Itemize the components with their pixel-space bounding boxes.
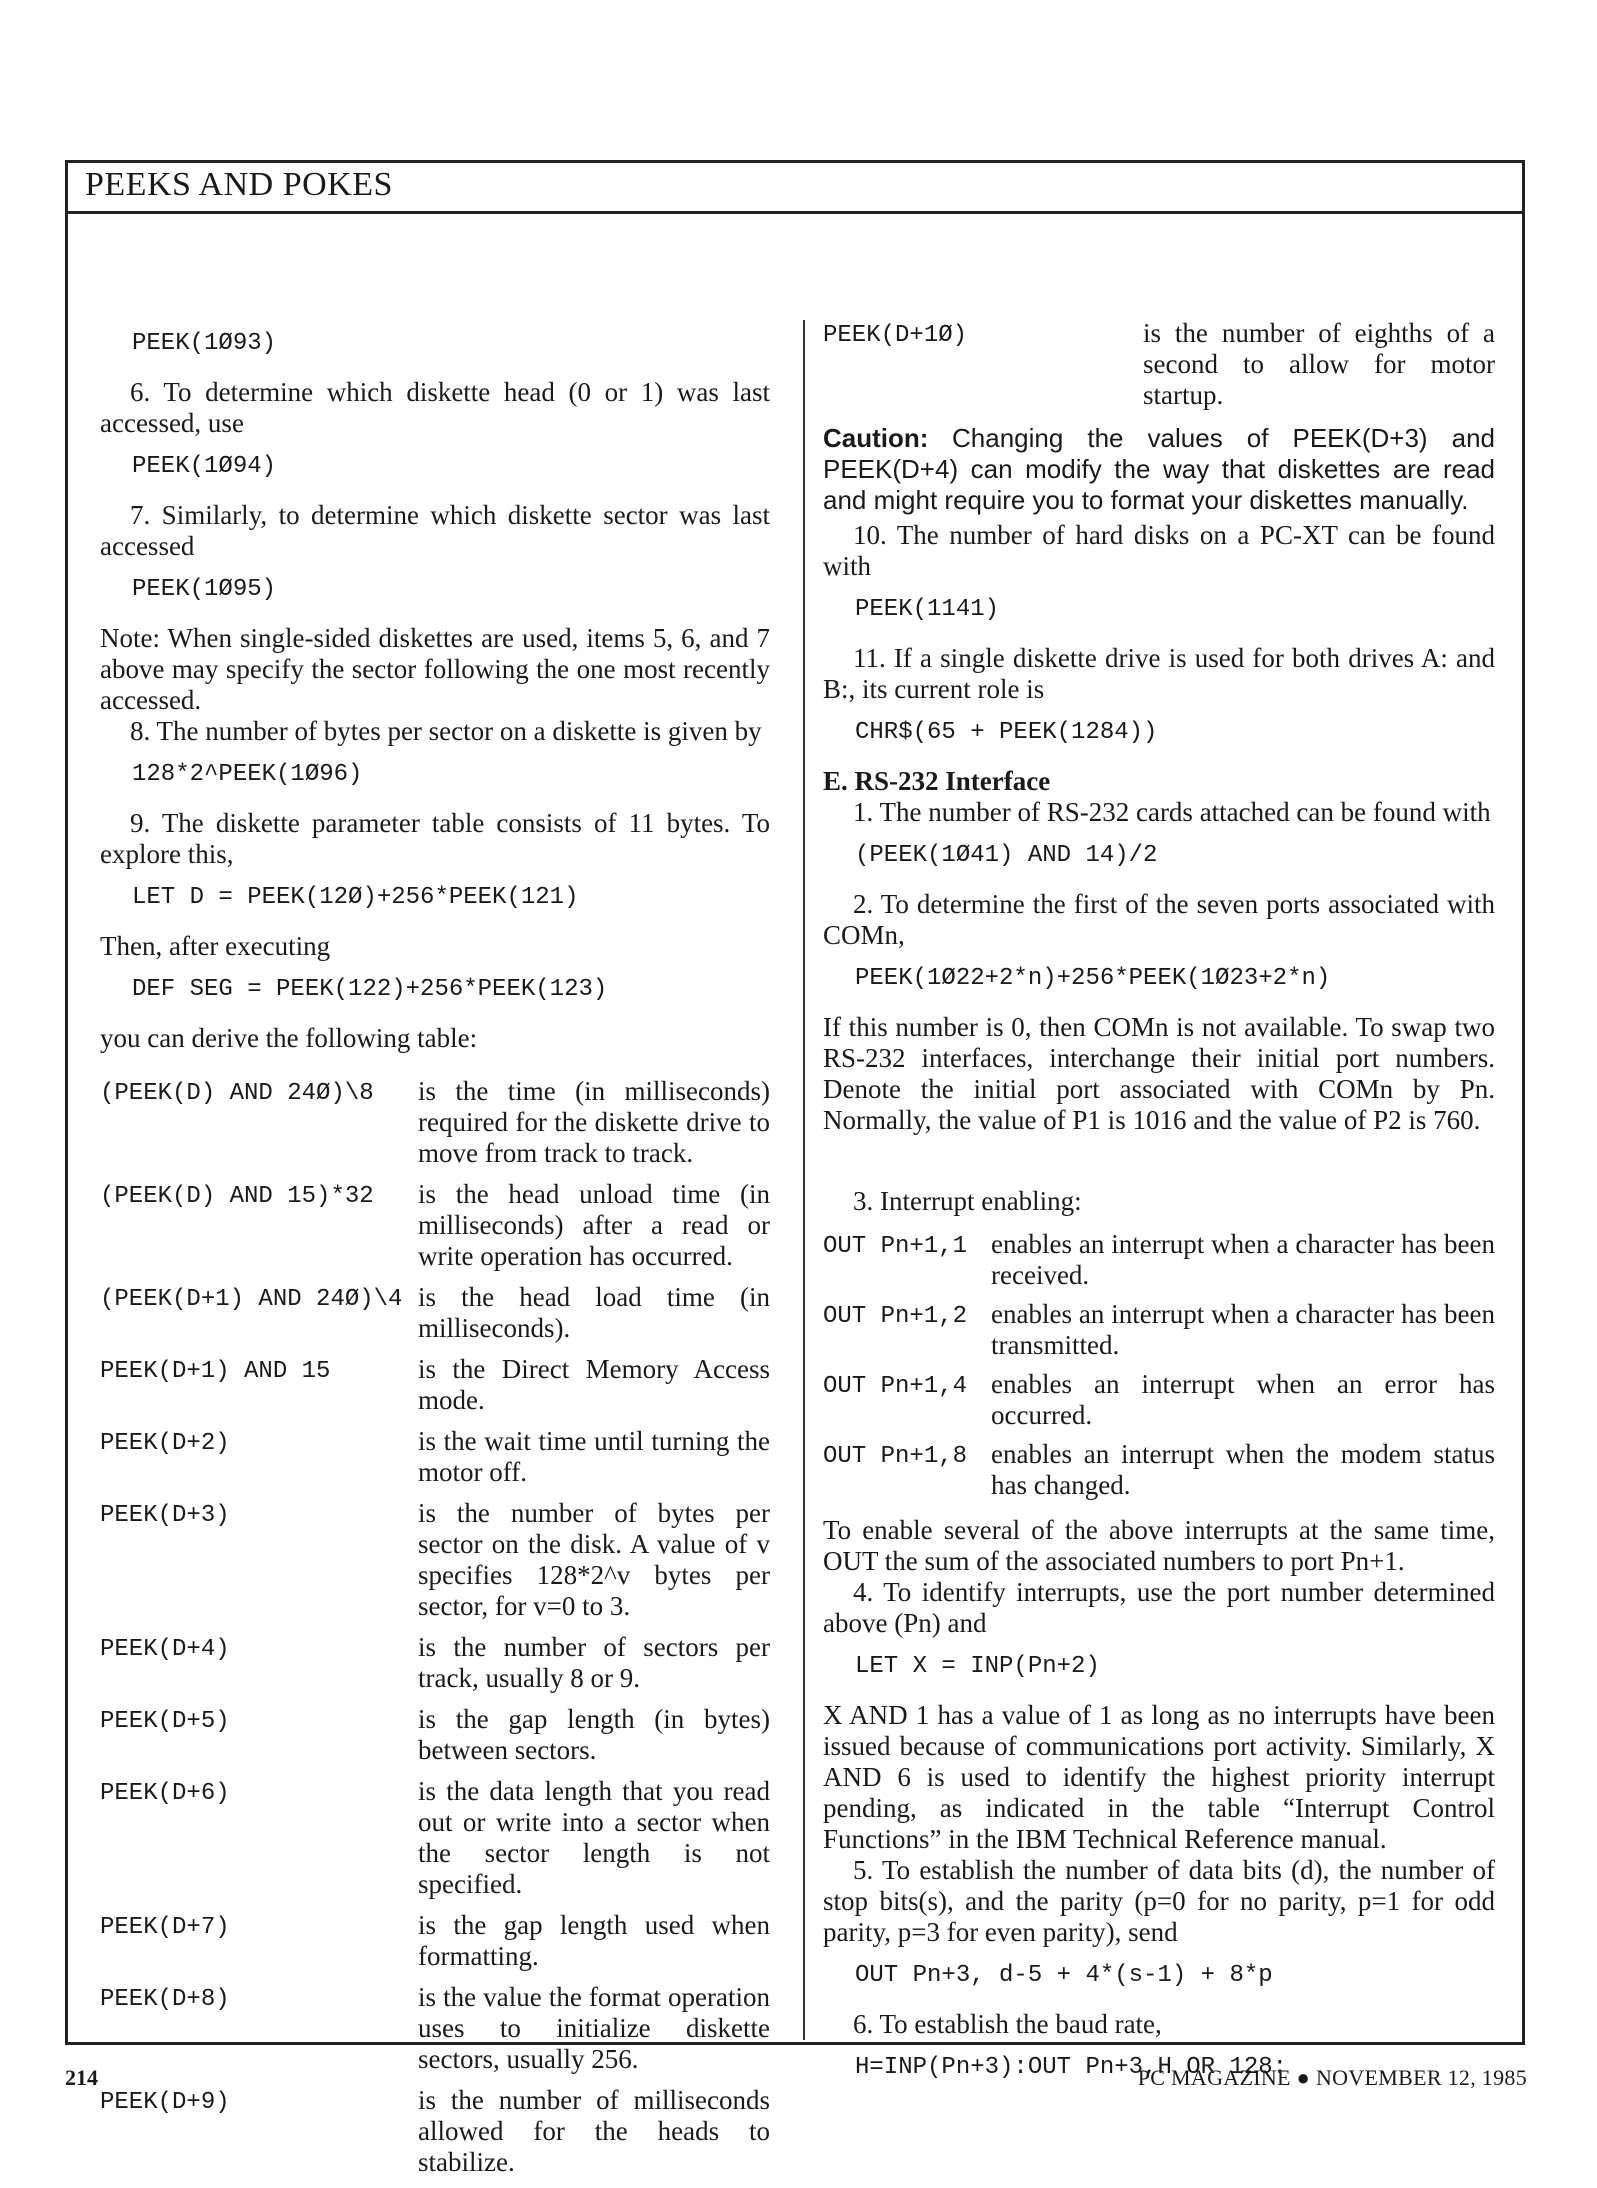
table-key: PEEK(D+4) [100, 1636, 230, 1663]
table-value: is the head load time (in milliseconds). [418, 1282, 770, 1343]
table-key: (PEEK(D+1) AND 24Ø)\4 [100, 1286, 403, 1313]
table-key: PEEK(D+1Ø) [823, 322, 968, 349]
caution-note [823, 423, 1495, 516]
note-paragraph: Note: When single-sided diskettes are used, items 5, 6, and 7 above may specify the sector following the one most recently accessed. [100, 623, 770, 715]
table-key: OUT Pn+1,1 [823, 1233, 968, 1260]
table-row [100, 1910, 770, 1972]
table-value: enables an interrupt when an error has occurred. [991, 1369, 1495, 1430]
table-value: is the gap length (in bytes) between sectors. [418, 1704, 770, 1765]
table-key: PEEK(D+9) [100, 2089, 230, 2116]
paragraph: To enable several of the above interrupts at the same time, OUT the sum of the associated numbers to port Pn+1. [823, 1515, 1495, 1576]
table-key: PEEK(D+3) [100, 1502, 230, 1529]
paragraph: 2. To determine the first of the seven ports associated with COMn, [823, 889, 1495, 950]
section-heading: E. RS-232 Interface [823, 766, 1051, 796]
paragraph: 5. To establish the number of data bits (d), the number of stop bits(s), and the parity (p=0 for no parity, p=1 for odd parity, p=3 for even parity), send [823, 1855, 1495, 1947]
table-row [100, 1076, 770, 1169]
table-row [823, 1229, 1495, 1291]
paragraph: 9. The diskette parameter table consists of 11 bytes. To explore this, [100, 808, 770, 869]
table-row [823, 1439, 1495, 1501]
code-line: 128*2^PEEK(1Ø96) [132, 761, 363, 788]
paragraph: If this number is 0, then COMn is not available. To swap two RS-232 interfaces, interchange their initial port numbers. Denote the initial port associated with COMn by Pn. Normally, the value of P1 is 1016 and the value of P2 is 760. [823, 1012, 1495, 1135]
table-row [823, 318, 1495, 411]
table-key: (PEEK(D) AND 15)*32 [100, 1183, 374, 1210]
right-column [823, 318, 1495, 2101]
table-row [100, 1776, 770, 1900]
table-value: is the head unload time (in milliseconds) after a read or write operation has occurred. [418, 1179, 770, 1271]
table-row [100, 1498, 770, 1622]
paragraph: 8. The number of bytes per sector on a diskette is given by [130, 716, 762, 746]
table-value: is the Direct Memory Access mode. [418, 1354, 770, 1415]
table-row [100, 1282, 770, 1344]
code-line: PEEK(1141) [855, 596, 1000, 623]
table-row [100, 1179, 770, 1272]
interrupt-table [823, 1229, 1495, 1501]
paragraph: 4. To identify interrupts, use the port number determined above (Pn) and [823, 1577, 1495, 1638]
table-key: (PEEK(D) AND 24Ø)\8 [100, 1080, 374, 1107]
paragraph: 6. To determine which diskette head (0 or 1) was last accessed, use [100, 377, 770, 438]
paragraph: 7. Similarly, to determine which diskette sector was last accessed [100, 500, 770, 561]
paragraph: you can derive the following table: [100, 1023, 478, 1053]
table-key: OUT Pn+1,8 [823, 1443, 968, 1470]
code-line: PEEK(1Ø22+2*n)+256*PEEK(1Ø23+2*n) [855, 965, 1331, 992]
table-key: PEEK(D+5) [100, 1708, 230, 1735]
table-value: enables an interrupt when the modem status has changed. [991, 1439, 1495, 1500]
page-number: 214 [65, 2065, 98, 2090]
table-key: OUT Pn+1,2 [823, 1303, 968, 1330]
code-line: OUT Pn+3, d-5 + 4*(s-1) + 8*p [855, 1962, 1273, 1989]
paragraph: Then, after executing [100, 931, 331, 961]
code-line: PEEK(1Ø95) [132, 576, 277, 603]
paragraph: 11. If a single diskette drive is used for both drives A: and B:, its current role is [823, 643, 1495, 704]
section-title: PEEKS AND POKES [85, 166, 393, 203]
table-key: PEEK(D+1) AND 15 [100, 1358, 331, 1385]
table-row [823, 1299, 1495, 1361]
column-divider [803, 320, 805, 2040]
table-row [100, 1632, 770, 1694]
caution-text: Changing the values of PEEK(D+3) and PEEK(D+4) can modify the way that diskettes are read and might require you to format your diskettes manually. [823, 423, 1495, 515]
code-line: PEEK(1Ø93) [132, 330, 277, 357]
table-value: is the data length that you read out or write into a sector when the sector length is not specified. [418, 1776, 770, 1899]
table-value: is the gap length used when formatting. [418, 1910, 770, 1971]
table-row [100, 1426, 770, 1488]
publication-line: PC MAGAZINE ● NOVEMBER 12, 1985 [1137, 2065, 1527, 2090]
code-line: LET D = PEEK(12Ø)+256*PEEK(121) [132, 884, 579, 911]
table-value: is the time (in milliseconds) required for the diskette drive to move from track to track. [418, 1076, 770, 1168]
table-key: PEEK(D+7) [100, 1914, 230, 1941]
table-value: is the number of bytes per sector on the disk. A value of v specifies 128*2^v bytes per sector, for v=0 to 3. [418, 1498, 770, 1621]
table-value: enables an interrupt when a character has been transmitted. [991, 1299, 1495, 1360]
diskette-parameter-table [100, 1076, 770, 2178]
paragraph: 6. To establish the baud rate, [853, 2009, 1162, 2039]
table-row [823, 1369, 1495, 1431]
code-line: H=INP(Pn+3):OUT Pn+3,H OR 128: [855, 2054, 1288, 2081]
code-line: LET X = INP(Pn+2) [855, 1653, 1100, 1680]
table-row [100, 1982, 770, 2075]
table-value: is the value the format operation uses to initialize diskette sectors, usually 256. [418, 1982, 770, 2074]
paragraph: 3. Interrupt enabling: [853, 1186, 1082, 1216]
paragraph: 1. The number of RS-232 cards attached can be found with [853, 797, 1491, 827]
code-line: PEEK(1Ø94) [132, 453, 277, 480]
paragraph: 10. The number of hard disks on a PC-XT can be found with [823, 520, 1495, 581]
table-row [100, 1354, 770, 1416]
caution-label: Caution: [823, 423, 929, 453]
section-header [65, 160, 1525, 214]
table-value: is the number of milliseconds allowed for the heads to stabilize. [418, 2085, 770, 2177]
code-line: CHR$(65 + PEEK(1284)) [855, 719, 1158, 746]
table-key: PEEK(D+8) [100, 1986, 230, 2013]
table-key: PEEK(D+6) [100, 1780, 230, 1807]
code-line: (PEEK(1Ø41) AND 14)/2 [855, 842, 1158, 869]
left-column [100, 318, 770, 2188]
table-value: is the number of sectors per track, usually 8 or 9. [418, 1632, 770, 1693]
table-value: enables an interrupt when a character has been received. [991, 1229, 1495, 1290]
paragraph: X AND 1 has a value of 1 as long as no interrupts have been issued because of communications port activity. Similarly, X AND 6 is used to identify the highest priority interrupt pending, as indicated in the table “Interrupt Control Functions” in the IBM Technical Reference manual. [823, 1700, 1495, 1854]
table-row [100, 1704, 770, 1766]
table-row [100, 2085, 770, 2178]
table-key: PEEK(D+2) [100, 1430, 230, 1457]
code-line: DEF SEG = PEEK(122)+256*PEEK(123) [132, 976, 608, 1003]
table-value: is the number of eighths of a second to allow for motor startup. [1143, 318, 1495, 410]
table-key: OUT Pn+1,4 [823, 1373, 968, 1400]
table-value: is the wait time until turning the motor off. [418, 1426, 770, 1487]
